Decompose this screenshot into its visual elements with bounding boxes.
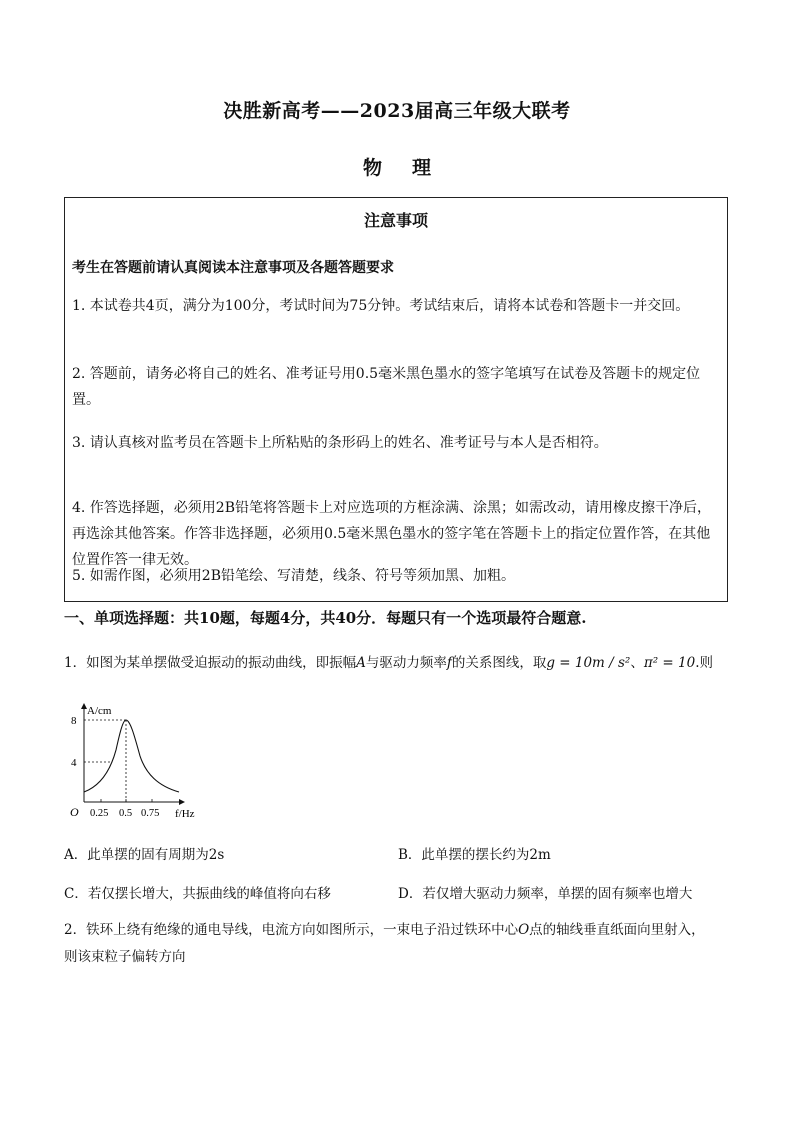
notice-heading: 注意事项 — [363, 211, 428, 230]
q1-stem-sep: 、 — [630, 655, 644, 671]
y-tick-4: 4 — [71, 757, 77, 769]
q1-var-A: A — [356, 655, 366, 671]
q2-stem-part: 则该束粒子偏转方向 — [64, 949, 186, 965]
notice-item-5: 5. 如需作图，必须用2B铅笔绘、写清楚，线条、符号等须加黑、加粗。 — [72, 568, 516, 584]
notice-item-2: 2. 答题前，请务必将自己的姓名、准考证号用0.5毫米黑色墨水的签字笔填写在试卷及答题卡的规定位置。 — [72, 366, 701, 408]
x-tick-0.75: 0.75 — [141, 808, 160, 819]
q1-formula-g: g = 10m / s² — [546, 655, 631, 671]
y-tick-8: 8 — [71, 715, 77, 727]
resonance-curve — [84, 720, 179, 792]
x-tick-0.25: 0.25 — [90, 808, 109, 819]
origin-label: O — [70, 805, 79, 819]
exam-title: 决胜新高考——2023届高三年级大联考 — [223, 100, 571, 122]
notice-item-4: 4. 作答选择题，必须用2B铅笔将答题卡上对应选项的方框涂满、涂黑；如需改动，请用橡皮擦干净后，再选涂其他答案。作答非选择题，必须用0.5毫米黑色墨水的签字笔在答题卡上的指定位置作答，在其他位置作答一律无效。 — [72, 500, 712, 568]
notice-item-1: 1. 本试卷共4页，满分为100分，考试时间为75分钟。考试结束后，请将本试卷和答题卡一并交回。 — [72, 298, 690, 314]
notice-item-3: 3. 请认真核对监考员在答题卡上所粘贴的条形码上的姓名、准考证号与本人是否相符。 — [72, 435, 608, 451]
notice-subheading: 考生在答题前请认真阅读本注意事项及各题答题要求 — [72, 260, 394, 276]
q1-option-B[interactable]: B．此单摆的摆长约为2m — [398, 847, 551, 863]
q2-var-O: O — [518, 922, 530, 938]
notice-box — [64, 197, 728, 602]
q1-option-A[interactable]: A．此单摆的固有周期为2s — [64, 847, 225, 863]
q1-stem-part: 的关系图线，取 — [451, 655, 547, 671]
resonance-curve-figure — [64, 700, 214, 825]
question-2-stem — [64, 917, 744, 971]
q1-option-D[interactable]: D．若仅增大驱动力频率，单摆的固有频率也增大 — [398, 886, 693, 902]
y-axis-label: A/cm — [87, 705, 112, 717]
q1-stem-part: 1．如图为某单摆做受迫振动的振动曲线，即振幅 — [64, 655, 357, 671]
subject-title: 物理 — [362, 157, 461, 179]
section-heading: 一、单项选择题：共10题，每题4分，共40分．每题只有一个选项最符合题意. — [64, 609, 587, 627]
q1-formula-pi: π² = 10 — [643, 655, 696, 671]
q1-stem-end: .则 — [695, 655, 713, 671]
q1-stem-part: 与驱动力频率 — [365, 655, 447, 671]
q2-stem-part: 点的轴线垂直纸面向里射入， — [529, 922, 705, 938]
q1-option-C[interactable]: C．若仅摆长增大，共振曲线的峰值将向右移 — [64, 886, 331, 902]
q2-stem-part: 2．铁环上绕有绝缘的通电导线，电流方向如图所示，一束电子沿过铁环中心 — [64, 922, 519, 938]
q1-var-f: f — [446, 655, 452, 671]
question-1-stem — [64, 650, 754, 677]
x-axis-label: f/Hz — [175, 808, 195, 820]
x-tick-0.5: 0.5 — [119, 808, 133, 819]
